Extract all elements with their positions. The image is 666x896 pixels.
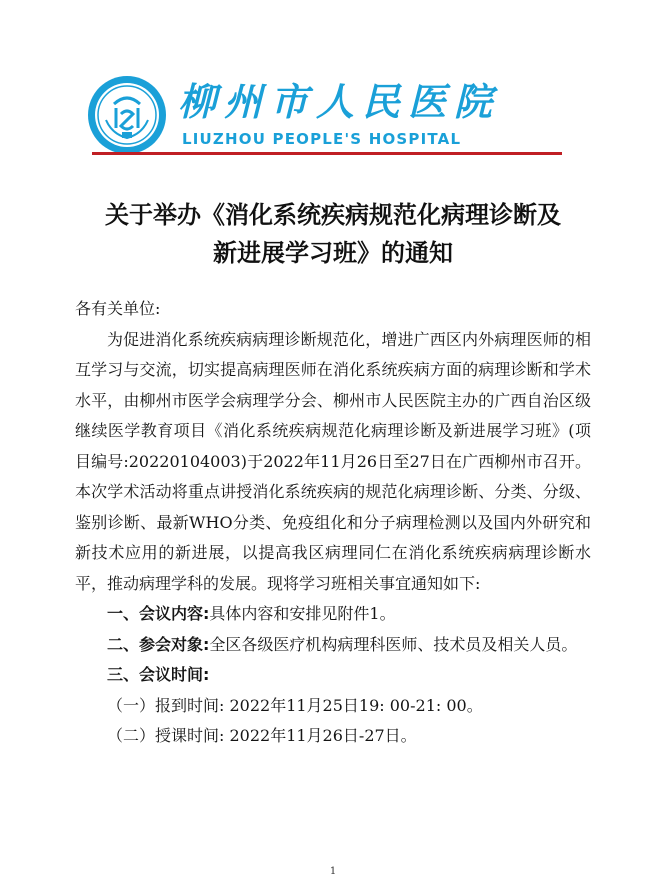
sub-item-registration-time: （一）报到时间: 2022年11月25日19: 00-21: 00。 — [107, 695, 483, 715]
item-attendees — [75, 630, 591, 661]
intro-paragraph: 为促进消化系统疾病病理诊断规范化，增进广西区内外病理医师的相互学习与交流，切实提高病理医师在消化系统疾病方面的病理诊断和学术水平，由柳州市医学会病理学分会、柳州市人民医院主办的广西自治区级继续医学教育项目《消化系统疾病规范化病理诊断及新进展学习班》(项目编号:20220104003)于2022年11月26日至27日在广西柳州市召开。本次学术活动将重点讲授消化系统疾病的规范化病理诊断、分类、分级、鉴别诊断、最新WHO分类、免疫组化和分子病理检测以及国内外研究和新技术应用的新进展，以提高我区病理同仁在消化系统疾病病理诊断水平，推动病理学科的发展。现将学习班相关事宜通知如下: — [75, 329, 591, 593]
letterhead — [86, 74, 546, 160]
header-divider — [92, 152, 562, 155]
hospital-name-cn: 柳州市人民医院 — [178, 79, 501, 124]
notice-title — [0, 196, 666, 272]
sub-item-lecture-time: （二）授课时间: 2022年11月26日-27日。 — [107, 726, 417, 745]
notice-body — [75, 294, 591, 752]
page-number: 1 — [329, 866, 337, 877]
title-line-2: 新进展学习班》的通知 — [213, 238, 453, 267]
title-line-1: 关于举办《消化系统疾病规范化病理诊断及 — [105, 200, 561, 229]
hospital-name-en: LIUZHOU PEOPLE'S HOSPITAL — [182, 130, 462, 148]
hospital-seal-icon — [86, 74, 168, 156]
item-label: 三、会议时间: — [107, 665, 210, 684]
item-text: 具体内容和安排见附件1。 — [209, 604, 396, 623]
item-meeting-content — [75, 599, 591, 630]
item-label: 一、会议内容: — [107, 604, 210, 623]
item-meeting-time — [75, 660, 591, 691]
item-text: 全区各级医疗机构病理科医师、技术员及相关人员。 — [209, 634, 578, 654]
salutation: 各有关单位: — [75, 299, 161, 318]
item-label: 二、参会对象: — [107, 634, 210, 654]
